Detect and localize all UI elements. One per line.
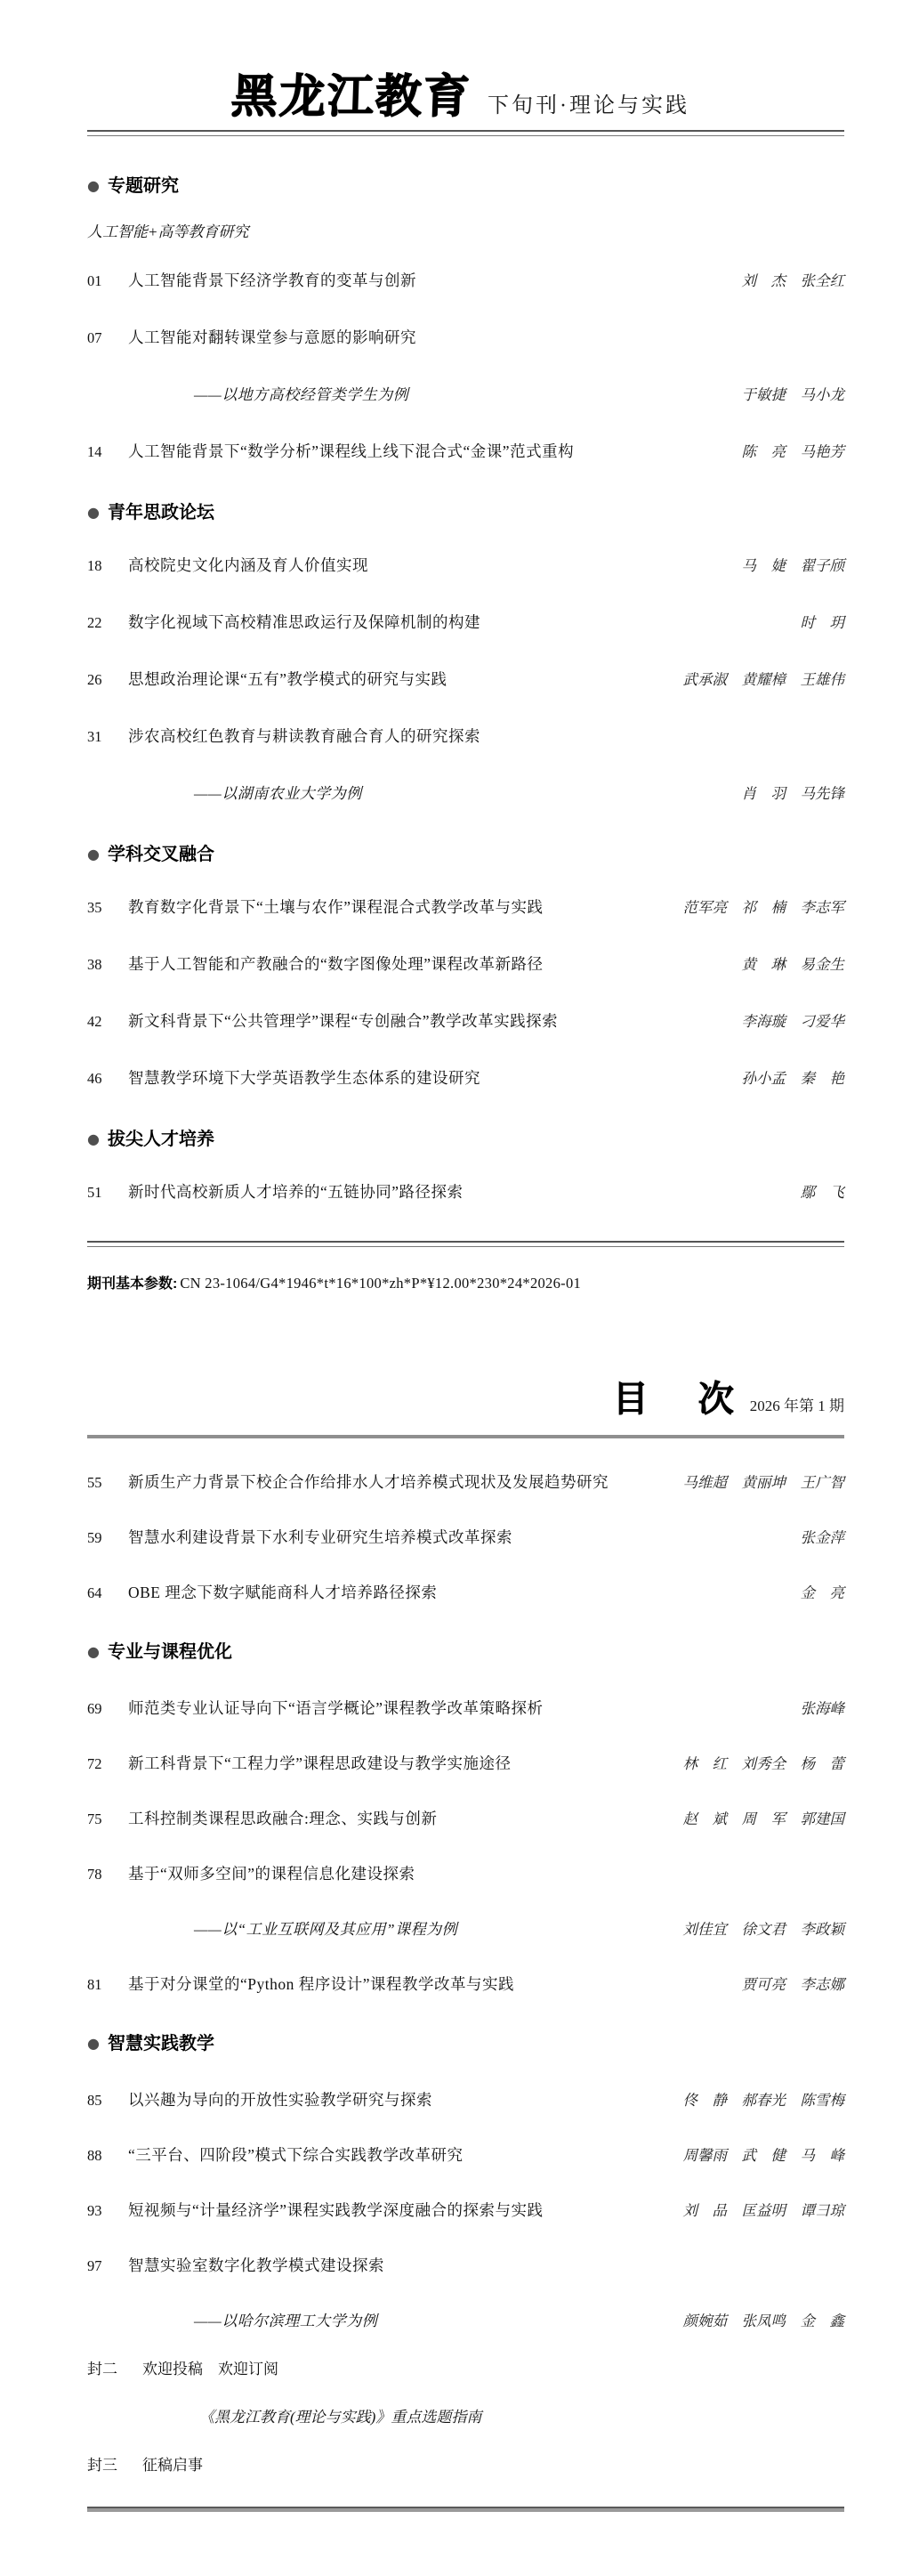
entry-authors: 范军亮 祁 楠 李志军 xyxy=(682,899,844,916)
entry-title: 新时代高校新质人才培养的“五链协同”路径探索 xyxy=(128,1183,464,1201)
journal-edition-subtitle: 下旬刊·理论与实践 xyxy=(488,94,690,117)
entry-page-number: 18 xyxy=(87,557,102,574)
toc-entry-row xyxy=(87,555,844,577)
entry-title: 教育数字化背景下“土壤与农作”课程混合式教学改革与实践 xyxy=(128,898,544,916)
toc-entry-row xyxy=(87,896,844,919)
entry-title: 工科控制类课程思政融合:理念、实践与创新 xyxy=(128,1810,438,1827)
entry-authors: 赵 斌 周 军 郭建国 xyxy=(682,1810,844,1827)
toc-entry-row xyxy=(87,1808,844,1830)
entry-authors: 陈 亮 马艳芳 xyxy=(741,443,844,460)
toc-entry-row xyxy=(87,1863,844,1885)
toc-entry-row xyxy=(87,384,844,406)
entry-page-number: 78 xyxy=(87,1866,102,1883)
entry-page-number: 22 xyxy=(87,614,102,631)
entry-title: ——以湖南农业大学为例 xyxy=(194,785,362,802)
toc-entry-row xyxy=(87,725,844,748)
section-heading xyxy=(87,2031,844,2056)
entry-authors: 林 红 刘秀全 杨 蕾 xyxy=(682,1755,844,1772)
toc-page1-entries xyxy=(87,174,844,1203)
entry-authors: 马维超 黄丽坤 王广智 xyxy=(682,1474,844,1491)
toc-entry-row xyxy=(87,2310,844,2332)
entry-title: 人工智能背景下经济学教育的变革与创新 xyxy=(128,271,416,289)
contents-title: 目 次 xyxy=(612,1379,741,1419)
toc-entry-row xyxy=(87,782,844,805)
section-bullet-icon: ● xyxy=(87,504,100,521)
toc-entry-row xyxy=(87,2255,844,2277)
entry-title: 人工智能对翻转课堂参与意愿的影响研究 xyxy=(128,328,416,346)
section-bullet-icon: ● xyxy=(87,1643,100,1660)
toc-page2-entries xyxy=(87,1471,844,2332)
entry-authors: 刘 品 匡益明 谭彐琼 xyxy=(682,2202,844,2219)
toc-entry-row xyxy=(87,327,844,349)
journal-parameters-label: 期刊基本参数: xyxy=(87,1276,178,1292)
entry-page-number: 07 xyxy=(87,329,102,346)
entry-page-number: 85 xyxy=(87,2092,102,2109)
entry-title: 数字化视域下高校精准思政运行及保障机制的构建 xyxy=(128,613,480,631)
entry-title: 思想政治理论课“五有”教学模式的研究与实践 xyxy=(128,670,447,688)
entry-title: 新文科背景下“公共管理学”课程“专创融合”教学改革实践探索 xyxy=(128,1012,559,1030)
section-bullet-icon: ● xyxy=(87,177,100,194)
entry-page-number: 01 xyxy=(87,272,102,289)
section-bullet-icon: ● xyxy=(87,1130,100,1147)
toc-entry-row xyxy=(87,1973,844,1996)
entry-title: “三平台、四阶段”模式下综合实践教学改革研究 xyxy=(128,2146,464,2164)
entry-page-number: 31 xyxy=(87,728,102,745)
entry-authors: 周馨雨 武 健 马 峰 xyxy=(682,2147,844,2164)
entry-title: 基于人工智能和产教融合的“数字图像处理”课程改革新路径 xyxy=(128,955,544,973)
entry-title: 高校院史文化内涵及育人价值实现 xyxy=(128,556,368,574)
entry-authors: 李海璇 刁爱华 xyxy=(741,1013,844,1030)
contents-header xyxy=(87,1380,844,1426)
section-bullet-icon: ● xyxy=(87,846,100,863)
entry-authors: 时 玥 xyxy=(800,614,844,631)
entry-page-number: 42 xyxy=(87,1013,102,1030)
entry-authors: 刘 杰 张全红 xyxy=(741,272,844,289)
bottom-rule xyxy=(87,2507,844,2512)
entry-title: 师范类专业认证导向下“语言学概论”课程教学改革策略探析 xyxy=(128,1699,544,1717)
section-heading-label: 专业与课程优化 xyxy=(107,1642,232,1662)
entry-page-number: 14 xyxy=(87,443,102,460)
entry-page-number: 69 xyxy=(87,1700,102,1717)
entry-authors: 孙小孟 秦 艳 xyxy=(741,1070,844,1087)
toc-entry-row xyxy=(87,1918,844,1940)
back-matter-title: 征稿启事 xyxy=(142,2457,203,2474)
entry-page-number: 88 xyxy=(87,2147,102,2164)
toc-entry-row xyxy=(87,1582,844,1604)
entry-title: 智慧水利建设背景下水利专业研究生培养模式改革探索 xyxy=(128,1528,512,1546)
entry-authors: 金 亮 xyxy=(800,1584,844,1601)
section-heading xyxy=(87,174,844,198)
entry-title: 人工智能背景下“数学分析”课程线上线下混合式“金课”范式重构 xyxy=(128,442,575,460)
back-matter-row xyxy=(87,2359,844,2380)
entry-title: 新工科背景下“工程力学”课程思政建设与教学实施途径 xyxy=(128,1754,512,1772)
entry-authors: 于敏捷 马小龙 xyxy=(741,386,844,403)
toc-entry-row xyxy=(87,1010,844,1033)
entry-authors: 肖 羽 马先锋 xyxy=(741,785,844,802)
entry-page-number: 46 xyxy=(87,1070,102,1087)
toc-entry-row xyxy=(87,668,844,691)
journal-parameters-row xyxy=(87,1274,844,1294)
entry-title: 以兴趣为导向的开放性实验教学研究与探索 xyxy=(128,2091,432,2109)
toc-entry-row xyxy=(87,441,844,463)
section-heading xyxy=(87,500,844,525)
back-matter-title: 欢迎投稿 欢迎订阅 xyxy=(142,2361,278,2378)
entry-title: 智慧教学环境下大学英语教学生态体系的建设研究 xyxy=(128,1069,480,1087)
masthead-double-rule xyxy=(87,130,844,136)
toc-entry-row xyxy=(87,953,844,976)
entry-page-number: 35 xyxy=(87,899,102,916)
journal-parameters-value: CN 23-1064/G4*1946*t*16*100*zh*P*¥12.00*230*24*2026-01 xyxy=(180,1275,582,1292)
journal-title: 黑龙江教育 xyxy=(230,69,472,124)
entry-title: 基于对分课堂的“Python 程序设计”课程教学改革与实践 xyxy=(128,1975,515,1993)
section-heading-label: 智慧实践教学 xyxy=(107,2034,214,2054)
entry-title: 新质生产力背景下校企合作给排水人才培养模式现状及发展趋势研究 xyxy=(128,1473,609,1491)
toc-entry-row xyxy=(87,1181,844,1203)
entry-page-number: 59 xyxy=(87,1529,102,1546)
entry-title: OBE 理念下数字赋能商科人才培养路径探索 xyxy=(128,1584,438,1601)
entry-authors: 颜婉茹 张凤鸣 金 鑫 xyxy=(682,2313,844,2329)
entry-authors: 马 婕 翟子颀 xyxy=(741,557,844,574)
entry-authors: 佟 静 郝春光 陈雪梅 xyxy=(682,2092,844,2109)
section-subheading: 人工智能+高等教育研究 xyxy=(87,223,249,240)
toc-entry-row xyxy=(87,2089,844,2111)
entry-authors: 贾可亮 李志娜 xyxy=(741,1976,844,1993)
toc-entry-row xyxy=(87,1471,844,1494)
entry-authors: 张金萍 xyxy=(800,1529,844,1546)
entry-page-number: 64 xyxy=(87,1584,102,1601)
back-matter-title: 《黑龙江教育(理论与实践)》重点选题指南 xyxy=(199,2409,482,2426)
toc-entry-row xyxy=(87,1067,844,1090)
toc-entry-row xyxy=(87,1753,844,1775)
entry-authors: 武承淑 黄耀樟 王雄伟 xyxy=(682,671,844,688)
entry-title: 智慧实验室数字化教学模式建设探索 xyxy=(128,2256,384,2274)
entry-title: ——以地方高校经管类学生为例 xyxy=(194,386,409,403)
section-heading-label: 青年思政论坛 xyxy=(107,503,214,522)
back-matter-label: 封三 xyxy=(87,2457,117,2474)
back-matter-row xyxy=(87,2407,844,2428)
entry-authors: 刘佳宜 徐文君 李政颖 xyxy=(682,1921,844,1938)
section-heading-label: 拔尖人才培养 xyxy=(107,1130,214,1149)
toc-entry-row xyxy=(87,2199,844,2222)
parameters-double-rule xyxy=(87,1241,844,1247)
entry-page-number: 75 xyxy=(87,1810,102,1827)
toc-entry-row xyxy=(87,612,844,634)
entry-page-number: 97 xyxy=(87,2257,102,2274)
entry-title: 涉农高校红色教育与耕读教育融合育人的研究探索 xyxy=(128,727,480,745)
section-heading-label: 专题研究 xyxy=(107,176,179,196)
entry-page-number: 93 xyxy=(87,2202,102,2219)
masthead xyxy=(230,59,844,124)
back-matter xyxy=(87,2359,844,2476)
toc-entry-row xyxy=(87,1527,844,1549)
contents-header-rule xyxy=(87,1435,844,1438)
entry-page-number: 55 xyxy=(87,1474,102,1491)
section-heading xyxy=(87,842,844,867)
entry-page-number: 26 xyxy=(87,671,102,688)
issue-label: 2026 年第 1 期 xyxy=(749,1397,844,1414)
entry-title: ——以哈尔滨理工大学为例 xyxy=(194,2313,378,2329)
entry-page-number: 38 xyxy=(87,956,102,973)
back-matter-row xyxy=(87,2455,844,2476)
toc-entry-row xyxy=(87,2144,844,2167)
section-bullet-icon: ● xyxy=(87,2035,100,2052)
toc-entry-row xyxy=(87,1697,844,1720)
section-heading-label: 学科交叉融合 xyxy=(107,845,214,864)
entry-title: 基于“双师多空间”的课程信息化建设探索 xyxy=(128,1865,415,1883)
entry-authors: 鄢 飞 xyxy=(800,1184,844,1201)
entry-page-number: 72 xyxy=(87,1755,102,1772)
entry-title: 短视频与“计量经济学”课程实践教学深度融合的探索与实践 xyxy=(128,2201,544,2219)
entry-authors: 张海峰 xyxy=(800,1700,844,1717)
back-matter-label: 封二 xyxy=(87,2361,117,2378)
entry-page-number: 81 xyxy=(87,1976,102,1993)
entry-authors: 黄 琳 易金生 xyxy=(741,956,844,973)
entry-title: ——以“工业互联网及其应用”课程为例 xyxy=(194,1921,458,1938)
section-heading xyxy=(87,1640,844,1665)
section-heading xyxy=(87,1127,844,1152)
entry-page-number: 51 xyxy=(87,1184,102,1201)
toc-entry-row xyxy=(87,270,844,292)
